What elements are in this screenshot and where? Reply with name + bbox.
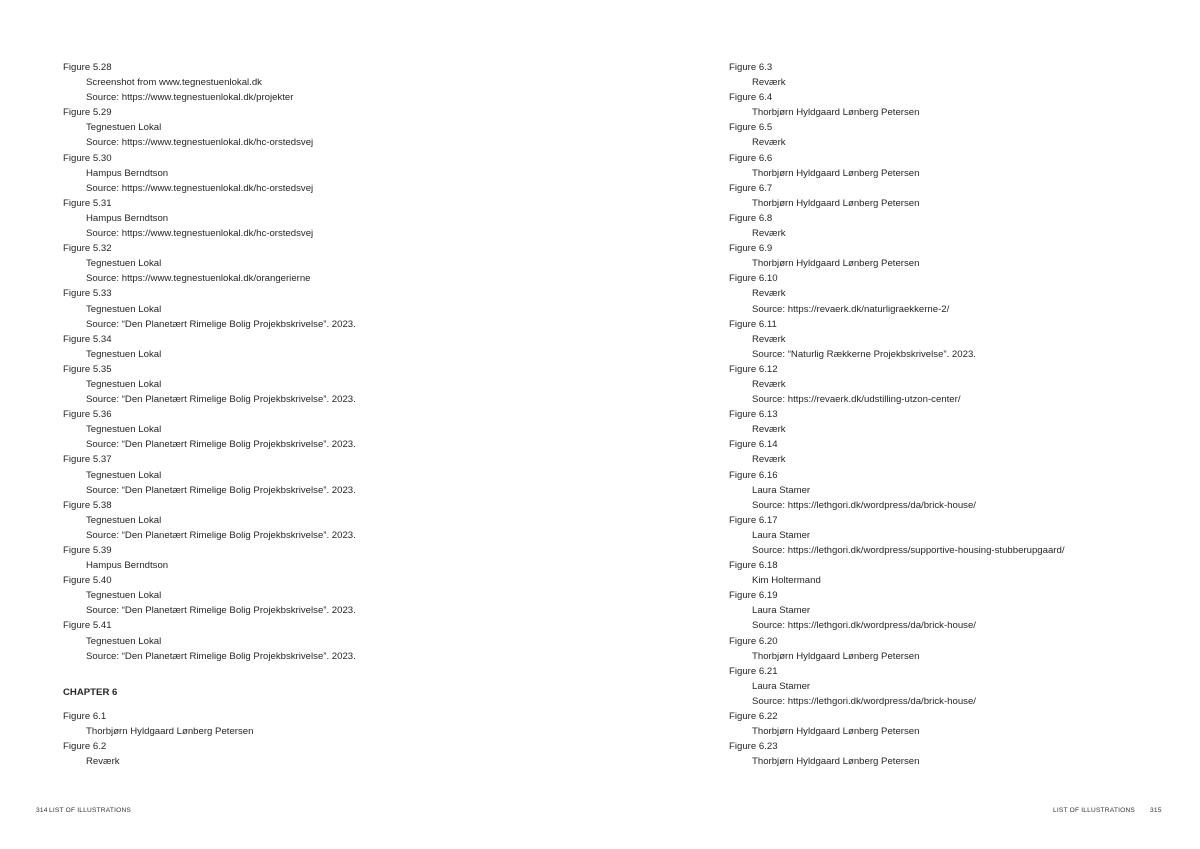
figure-source: Source: https://lethgori.dk/wordpress/supportive-housing-stubberupgaard/ bbox=[752, 545, 1065, 556]
figure-number: Figure 6.5 bbox=[729, 122, 773, 134]
figure-entry bbox=[729, 90, 1065, 120]
figure-credit: Thorbjørn Hyldgaard Lønberg Petersen bbox=[752, 197, 920, 209]
figure-entry bbox=[729, 588, 1065, 633]
figure-entry bbox=[729, 513, 1065, 558]
figure-source: Source: https://revaerk.dk/naturligraekkerne-2/ bbox=[752, 303, 950, 315]
figure-number: Figure 5.31 bbox=[63, 197, 112, 209]
figure-entry bbox=[729, 437, 1065, 467]
figure-entry bbox=[729, 634, 1065, 664]
figure-entry bbox=[63, 196, 356, 241]
figure-entry bbox=[729, 151, 1065, 181]
figure-credit: Kim Holtermand bbox=[752, 575, 821, 587]
figure-credit: Tegnestuen Lokal bbox=[86, 635, 162, 647]
right-page bbox=[600, 0, 1200, 849]
figure-credit: Reværk bbox=[752, 333, 786, 345]
figure-credit: Laura Stamer bbox=[752, 484, 811, 496]
figure-credit: Tegnestuen Lokal bbox=[86, 348, 162, 360]
figure-number: Figure 6.7 bbox=[729, 182, 773, 194]
figure-entries-chapter-5 bbox=[63, 60, 356, 664]
figure-entries-chapter-6-continued bbox=[729, 60, 1065, 769]
figure-number: Figure 5.37 bbox=[63, 454, 112, 466]
figure-entry bbox=[63, 709, 356, 739]
figure-entry bbox=[63, 241, 356, 286]
figure-number: Figure 6.14 bbox=[729, 439, 778, 451]
figure-number: Figure 6.4 bbox=[729, 92, 773, 104]
figure-source: Source: “Den Planetært Rimelige Bolig Projekbskrivelse”. 2023. bbox=[86, 484, 356, 496]
figure-credit: Tegnestuen Lokal bbox=[86, 122, 162, 134]
figure-number: Figure 6.3 bbox=[729, 62, 773, 73]
figure-entry bbox=[729, 271, 1065, 316]
figure-entry bbox=[63, 332, 356, 362]
left-illustration-list bbox=[63, 60, 356, 769]
figure-entry bbox=[63, 362, 356, 407]
figure-entry bbox=[63, 739, 356, 769]
figure-number: Figure 5.32 bbox=[63, 243, 112, 255]
figure-credit: Thorbjørn Hyldgaard Lønberg Petersen bbox=[752, 756, 920, 768]
figure-entry bbox=[729, 60, 1065, 90]
figure-number: Figure 5.33 bbox=[63, 288, 112, 300]
figure-entry bbox=[63, 498, 356, 543]
figure-credit: Thorbjørn Hyldgaard Lønberg Petersen bbox=[752, 107, 920, 119]
figure-number: Figure 6.18 bbox=[729, 560, 778, 572]
figure-number: Figure 5.40 bbox=[63, 575, 112, 587]
figure-entry bbox=[729, 181, 1065, 211]
figure-number: Figure 5.34 bbox=[63, 333, 112, 345]
figure-number: Figure 5.41 bbox=[63, 620, 112, 632]
figure-number: Figure 5.28 bbox=[63, 62, 112, 73]
figure-credit: Tegnestuen Lokal bbox=[86, 590, 162, 602]
figure-credit: Laura Stamer bbox=[752, 680, 811, 692]
figure-entry bbox=[729, 709, 1065, 739]
figure-entry bbox=[729, 362, 1065, 407]
figure-source: Source: “Den Planetært Rimelige Bolig Projekbskrivelse”. 2023. bbox=[86, 650, 356, 662]
figure-credit: Thorbjørn Hyldgaard Lønberg Petersen bbox=[752, 650, 920, 662]
page-number: 315 bbox=[1150, 807, 1162, 814]
figure-number: Figure 6.16 bbox=[729, 469, 778, 481]
figure-credit: Thorbjørn Hyldgaard Lønberg Petersen bbox=[752, 167, 920, 179]
figure-number: Figure 6.17 bbox=[729, 514, 778, 526]
figure-source: Source: “Den Planetært Rimelige Bolig Projekbskrivelse”. 2023. bbox=[86, 439, 356, 451]
figure-number: Figure 6.22 bbox=[729, 711, 778, 723]
figure-source: Source: “Den Planetært Rimelige Bolig Projekbskrivelse”. 2023. bbox=[86, 529, 356, 541]
figure-entry bbox=[729, 120, 1065, 150]
figure-source: Source: https://revaerk.dk/udstilling-utzon-center/ bbox=[752, 394, 961, 406]
figure-number: Figure 6.21 bbox=[729, 665, 778, 677]
figure-credit: Tegnestuen Lokal bbox=[86, 514, 162, 526]
figure-number: Figure 5.35 bbox=[63, 363, 112, 375]
figure-entry bbox=[729, 664, 1065, 709]
figure-source: Source: https://www.tegnestuenlokal.dk/hc-orstedsvej bbox=[86, 228, 314, 240]
figure-credit: Laura Stamer bbox=[752, 529, 811, 541]
figure-number: Figure 6.19 bbox=[729, 590, 778, 602]
figure-source: Source: https://www.tegnestuenlokal.dk/orangerierne bbox=[86, 273, 311, 285]
figure-source: Source: https://www.tegnestuenlokal.dk/projekter bbox=[86, 92, 294, 104]
figure-credit: Screenshot from www.tegnestuenlokal.dk bbox=[86, 77, 262, 89]
figure-credit: Thorbjørn Hyldgaard Lønberg Petersen bbox=[752, 258, 920, 270]
figure-source: Source: “Den Planetært Rimelige Bolig Projekbskrivelse”. 2023. bbox=[86, 318, 356, 330]
figure-entry bbox=[729, 739, 1065, 769]
figure-number: Figure 6.6 bbox=[729, 152, 773, 164]
figure-credit: Hampus Berndtson bbox=[86, 560, 169, 572]
figure-credit: Tegnestuen Lokal bbox=[86, 469, 162, 481]
figure-number: Figure 5.39 bbox=[63, 545, 112, 556]
figure-credit: Hampus Berndtson bbox=[86, 212, 169, 224]
figure-credit: Tegnestuen Lokal bbox=[86, 424, 162, 436]
figure-number: Figure 6.23 bbox=[729, 741, 778, 753]
figure-credit: Reværk bbox=[752, 424, 786, 436]
figure-credit: Tegnestuen Lokal bbox=[86, 303, 162, 315]
figure-credit: Reværk bbox=[752, 454, 786, 466]
figure-entry bbox=[63, 573, 356, 618]
figure-entry bbox=[63, 60, 356, 105]
figure-number: Figure 5.30 bbox=[63, 152, 112, 164]
figure-entry bbox=[63, 618, 356, 663]
figure-entry bbox=[63, 105, 356, 150]
figure-credit: Laura Stamer bbox=[752, 605, 811, 617]
figure-entry bbox=[729, 241, 1065, 271]
figure-entry bbox=[729, 558, 1065, 588]
figure-credit: Reværk bbox=[752, 77, 786, 89]
figure-entries-chapter-6 bbox=[63, 709, 356, 769]
figure-source: Source: “Den Planetært Rimelige Bolig Projekbskrivelse”. 2023. bbox=[86, 605, 356, 617]
figure-number: Figure 5.36 bbox=[63, 409, 112, 421]
figure-entry bbox=[63, 543, 356, 573]
figure-credit: Reværk bbox=[752, 378, 786, 390]
figure-entry bbox=[729, 468, 1065, 513]
figure-credit: Thorbjørn Hyldgaard Lønberg Petersen bbox=[752, 726, 920, 738]
figure-number: Figure 6.9 bbox=[729, 243, 773, 255]
figure-entry bbox=[729, 407, 1065, 437]
figure-source: Source: “Den Planetært Rimelige Bolig Projekbskrivelse”. 2023. bbox=[86, 394, 356, 406]
chapter-heading: CHAPTER 6 bbox=[63, 686, 118, 698]
figure-entry bbox=[63, 151, 356, 196]
figure-number: Figure 5.29 bbox=[63, 107, 112, 119]
figure-source: Source: https://www.tegnestuenlokal.dk/hc-orstedsvej bbox=[86, 137, 314, 149]
figure-source: Source: https://www.tegnestuenlokal.dk/hc-orstedsvej bbox=[86, 182, 314, 194]
figure-number: Figure 5.38 bbox=[63, 499, 112, 511]
page-number: 314 bbox=[36, 807, 48, 814]
figure-source: Source: https://lethgori.dk/wordpress/da/brick-house/ bbox=[752, 499, 976, 511]
figure-entry bbox=[729, 317, 1065, 362]
figure-entry bbox=[63, 452, 356, 497]
figure-credit: Reværk bbox=[752, 288, 786, 300]
running-footer: LIST OF ILLUSTRATIONS bbox=[1053, 807, 1135, 814]
figure-entry bbox=[63, 286, 356, 331]
figure-number: Figure 6.13 bbox=[729, 409, 778, 421]
figure-number: Figure 6.11 bbox=[729, 318, 777, 330]
figure-credit: Tegnestuen Lokal bbox=[86, 378, 162, 390]
figure-source: Source: https://lethgori.dk/wordpress/da/brick-house/ bbox=[752, 620, 976, 632]
right-illustration-list bbox=[729, 60, 1065, 769]
figure-credit: Hampus Berndtson bbox=[86, 167, 169, 179]
running-footer: LIST OF ILLUSTRATIONS bbox=[49, 807, 131, 814]
figure-number: Figure 6.8 bbox=[729, 212, 773, 224]
figure-number: Figure 6.1 bbox=[63, 710, 107, 722]
figure-credit: Reværk bbox=[752, 228, 786, 240]
figure-number: Figure 6.2 bbox=[63, 741, 107, 753]
figure-credit: Reværk bbox=[86, 756, 120, 768]
figure-source: Source: “Naturlig Rækkerne Projekbskrivelse”. 2023. bbox=[752, 348, 976, 360]
figure-entry bbox=[63, 407, 356, 452]
figure-number: Figure 6.10 bbox=[729, 273, 778, 285]
figure-number: Figure 6.12 bbox=[729, 363, 778, 375]
figure-credit: Reværk bbox=[752, 137, 786, 149]
figure-entry bbox=[729, 211, 1065, 241]
figure-credit: Thorbjørn Hyldgaard Lønberg Petersen bbox=[86, 725, 254, 737]
figure-source: Source: https://lethgori.dk/wordpress/da/brick-house/ bbox=[752, 695, 976, 707]
figure-number: Figure 6.20 bbox=[729, 635, 778, 647]
figure-credit: Tegnestuen Lokal bbox=[86, 258, 162, 270]
